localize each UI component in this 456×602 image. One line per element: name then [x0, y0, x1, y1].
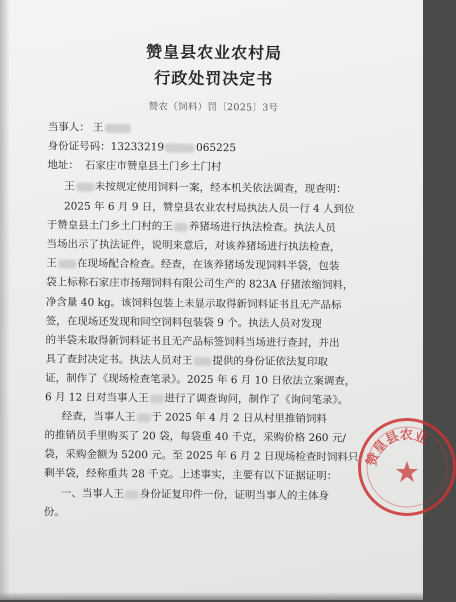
seal-graphic — [361, 421, 453, 513]
document-number: 赞农（饲料）罚〔2025〕3号 — [148, 101, 279, 114]
body-line: 袋上标称石家庄市扬翔饲料有限公司生产的 823A 仔猪浓缩饲料， — [46, 276, 354, 292]
id-number-line — [48, 140, 393, 157]
body-text: 养猪场进行执法检查。执法人员 — [188, 220, 336, 235]
party-name: 王 — [92, 121, 104, 134]
redaction — [136, 413, 150, 422]
body-line: 当场出示了执法证件，说明来意后，对该养猪场进行执法检查， — [46, 238, 341, 254]
redaction — [165, 143, 195, 152]
body-text: 提供的身份证依法复印取 — [212, 355, 328, 369]
body-line: 剩半袋，经称重共 28 千克。上述事实，主要有以下证据证明： — [44, 467, 338, 483]
body-line — [64, 180, 392, 196]
redaction — [125, 490, 139, 499]
body-line: 份。 — [43, 506, 65, 519]
body-text: 一、当事人王 — [60, 487, 125, 501]
body-text: 王 — [64, 180, 75, 193]
body-line: 的半袋未取得新饲料证书且无产品标签饲料当场进行查封，并出 — [45, 334, 340, 350]
body-line: 签，在现场还发现和同空饲料包装袋 9 个。执法人员对发现 — [45, 315, 322, 331]
redaction — [58, 259, 76, 268]
body-text: 经查，当事人王 — [61, 410, 136, 424]
seal-text: 赞皇县农业 — [364, 427, 430, 469]
body-text: 于 2025 年 4 月 2 日从村里推销饲料 — [151, 411, 327, 426]
id-suffix: 065225 — [195, 141, 237, 155]
redaction — [193, 356, 211, 365]
page-bottom-shadow — [0, 592, 423, 600]
body-text: 王 — [46, 257, 57, 270]
body-text: 在现场配合检查。经查，在该养猪场发现饲料半袋，包装 — [76, 257, 340, 273]
body-line — [45, 391, 390, 408]
issuing-authority-title: 赞皇县农业农村局 — [145, 42, 283, 63]
redaction — [76, 182, 94, 191]
body-line — [62, 410, 390, 426]
body-text: 具了查封决定书。执法人员对王 — [45, 353, 193, 367]
body-line: 的推销员手里购买了 20 袋，每袋重 40 千克，采购价格 260 元/ — [44, 429, 346, 445]
body-line: 袋，采购金额为 5200 元。至 2025 年 6 月 2 日现场检查时饲料只 — [44, 448, 359, 464]
body-text: 身份证复印件一份，证明当事人的主体身 — [139, 488, 330, 503]
body-line: 净含量 40 kg。该饲料包装上未显示取得新饲料证书且无产品标 — [45, 296, 342, 312]
redaction — [104, 123, 130, 132]
party-label: 当事人： — [47, 121, 90, 134]
body-text: 6 月 12 日对当事人王 — [44, 391, 149, 405]
body-text: 未按规定使用饲料一案，经本机关依法调查，现查明： — [94, 180, 347, 196]
body-line: 证，制作了《现场检查笔录》。2025 年 6 月 10 日依法立案调查， — [45, 372, 356, 388]
redaction — [174, 222, 188, 231]
svg-text:赞皇县农业 — [363, 427, 429, 468]
body-text: 于赞皇县土门乡土门村的王 — [46, 219, 173, 233]
body-line: 2025 年 6 月 9 日，赞皇县农业农村局执法人员一行 4 人到位 — [63, 200, 355, 216]
body-line — [46, 257, 391, 274]
party-line — [48, 121, 393, 138]
address-line — [47, 159, 392, 176]
body-line — [47, 219, 392, 236]
body-line — [61, 487, 389, 503]
id-prefix: 13233219 — [110, 140, 165, 154]
redaction — [149, 394, 163, 403]
address-value: 石家庄市赞皇县土门乡土门村 — [84, 159, 222, 174]
id-label: 身份证号码： — [47, 140, 111, 153]
address-label: 地址： — [47, 159, 79, 172]
document-type-title: 行政处罚决定书 — [154, 68, 274, 89]
body-line — [45, 353, 390, 370]
seal-star-icon — [396, 461, 418, 482]
body-text: 进行了调查询问，制作了《询问笔录》。 — [164, 392, 349, 407]
official-seal — [358, 418, 456, 516]
